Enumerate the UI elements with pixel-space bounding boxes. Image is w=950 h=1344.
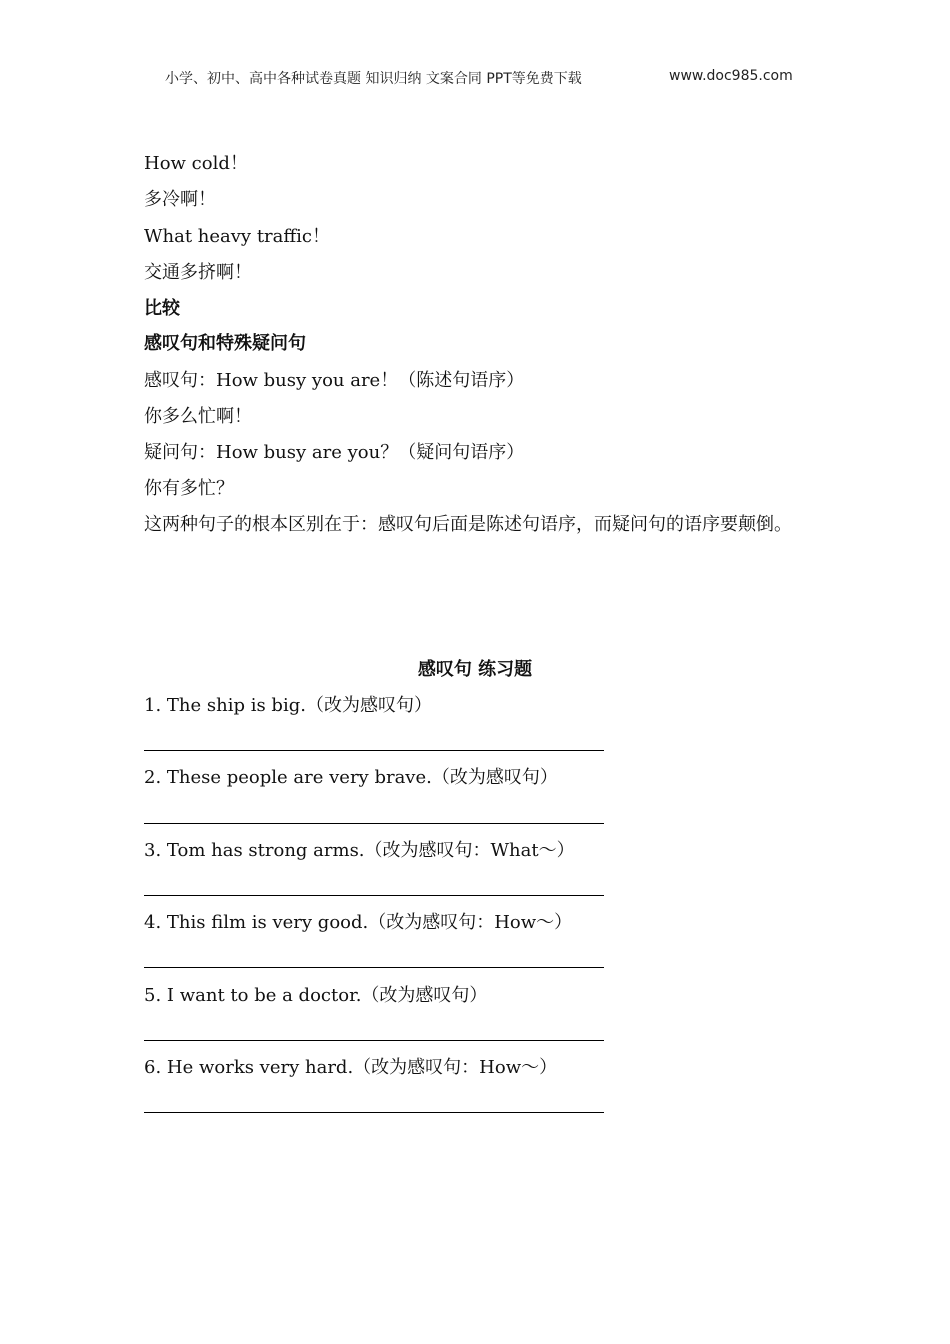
answer-line-3[interactable] — [144, 895, 604, 896]
answer-line-6[interactable] — [144, 1112, 604, 1113]
exclamation-translation: 你多么忙啊！ — [144, 406, 252, 427]
example-english-2: What heavy traffic！ — [144, 226, 331, 247]
answer-line-5[interactable] — [144, 1040, 604, 1041]
example-english-1: How cold！ — [144, 153, 248, 174]
example-chinese-1: 多冷啊！ — [144, 189, 216, 210]
question-translation: 你有多忙？ — [144, 478, 234, 499]
answer-line-2[interactable] — [144, 823, 604, 824]
question-example: 疑问句：How busy are you？（疑问句语序） — [144, 442, 525, 463]
answer-line-1[interactable] — [144, 750, 604, 751]
exercise-question-6: 6. He works very hard.（改为感叹句：How～） — [144, 1057, 558, 1078]
answer-line-4[interactable] — [144, 967, 604, 968]
exercise-question-5: 5. I want to be a doctor.（改为感叹句） — [144, 985, 488, 1006]
difference-explanation: 这两种句子的根本区别在于：感叹句后面是陈述句语序，而疑问句的语序要颠倒。 — [144, 514, 792, 535]
heading-compare: 比较 — [144, 298, 180, 319]
exercise-question-1: 1. The ship is big.（改为感叹句） — [144, 695, 432, 716]
exercise-question-2: 2. These people are very brave.（改为感叹句） — [144, 767, 558, 788]
exercise-question-4: 4. This film is very good.（改为感叹句：How～） — [144, 912, 573, 933]
exclamation-example: 感叹句：How busy you are！（陈述句语序） — [144, 370, 525, 391]
heading-comparison-topic: 感叹句和特殊疑问句 — [144, 333, 306, 354]
header-url[interactable]: www.doc985.com — [669, 68, 793, 84]
exercise-question-3: 3. Tom has strong arms.（改为感叹句：What～） — [144, 840, 575, 861]
exercise-title: 感叹句 练习题 — [417, 659, 533, 680]
example-chinese-2: 交通多挤啊！ — [144, 262, 252, 283]
header-text: 小学、初中、高中各种试卷真题 知识归纳 文案合同 PPT等免费下载 — [165, 71, 582, 87]
